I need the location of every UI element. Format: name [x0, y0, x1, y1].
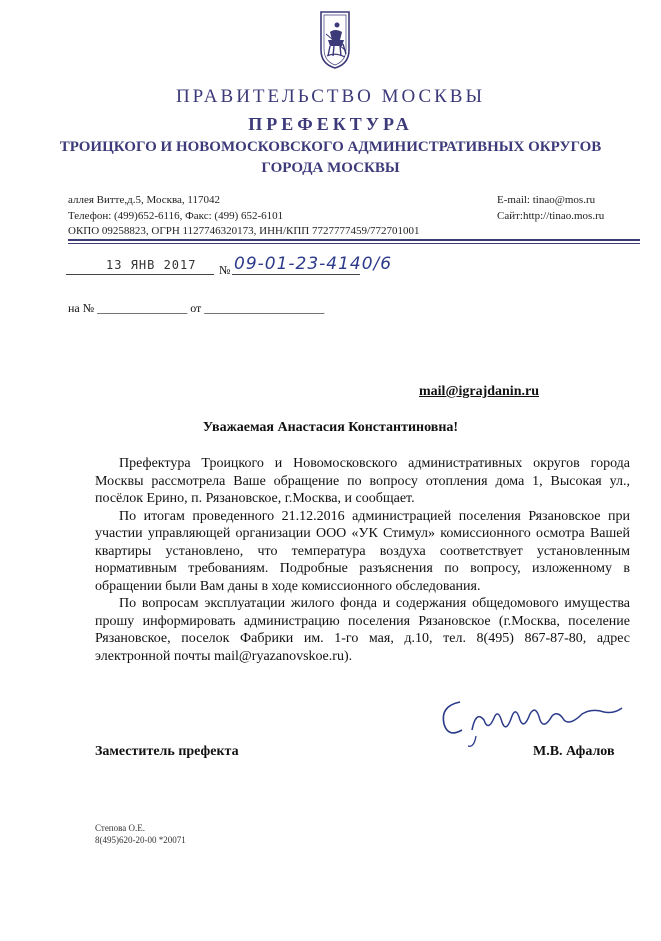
city-heading: ГОРОДА МОСКВЫ [261, 160, 400, 176]
reference-line: на № _______________ от ____________________ [68, 301, 325, 315]
site-line: Сайт:http://tinao.mos.ru [497, 210, 605, 222]
paragraph: По вопросам эксплуатации жилого фонда и содержания общедомового имущества прошу информировать администрацию поселения Рязановское (г.Москва, поселение Рязановское, поселок Фабрики им. 1-го мая, д.10, тел. 8(495) 867-87-80, адрес электронной почты mail@ryazanovskoe.ru). [95, 596, 630, 664]
phone-line: Телефон: (499)652-6116, Факс: (499) 652-6101 [68, 210, 284, 222]
paragraph: Префектура Троицкого и Новомосковского административных округов города Москвы рассмотрела Ваше обращение по вопросу отопления дома 1, Высокая ул., посёлок Ерино, п. Рязановское, г.Москва, и сообщает. [95, 456, 630, 506]
recipient-email: mail@igrajdanin.ru [419, 384, 539, 399]
executor-info [95, 822, 186, 846]
email-line: E-mail: tinao@mos.ru [497, 194, 596, 206]
signer-title: Заместитель префекта [95, 744, 239, 759]
moscow-coat-of-arms-icon [318, 10, 352, 70]
okrugs-heading: ТРОИЦКОГО И НОВОМОСКОВСКОГО АДМИНИСТРАТИВНЫХ ОКРУГОВ [59, 139, 602, 155]
date-underline [66, 274, 214, 275]
greeting: Уважаемая Анастасия Константиновна! [202, 420, 459, 435]
letterhead-rule-thick [68, 239, 640, 241]
executor-phone: 8(495)620-20-00 *20071 [95, 835, 186, 845]
handwritten-signature-icon [432, 690, 632, 750]
codes-line: ОКПО 09258823, ОГРН 1127746320173, ИНН/КПП 7727777459/772701001 [68, 225, 420, 237]
government-heading: ПРАВИТЕЛЬСТВО МОСКВЫ [175, 86, 486, 107]
number-label: № [219, 263, 231, 277]
prefecture-heading: ПРЕФЕКТУРА [248, 114, 413, 134]
registration-number: 09-01-23-4140/6 [234, 254, 393, 274]
number-underline [232, 274, 360, 275]
signer-name: М.В. Афалов [533, 744, 615, 759]
letterhead-rule-thin [68, 243, 640, 244]
registration-date-stamp: 13 ЯНВ 2017 [106, 258, 197, 272]
executor-name: Степова О.Е. [95, 823, 146, 833]
letter-body [95, 455, 630, 665]
address-line: аллея Витте,д.5, Москва, 117042 [68, 194, 220, 206]
paragraph: По итогам проведенного 21.12.2016 администрацией поселения Рязановское при участии управляющей организации ООО «УК Стимул» комиссионного осмотра Вашей квартиры установлено, что температура воздуха соответствует установленным нормативным требованиям. Подробные разъяснения по вопросу, изложенному в обращении были Вам даны в ходе комиссионного обследования. [95, 508, 630, 594]
